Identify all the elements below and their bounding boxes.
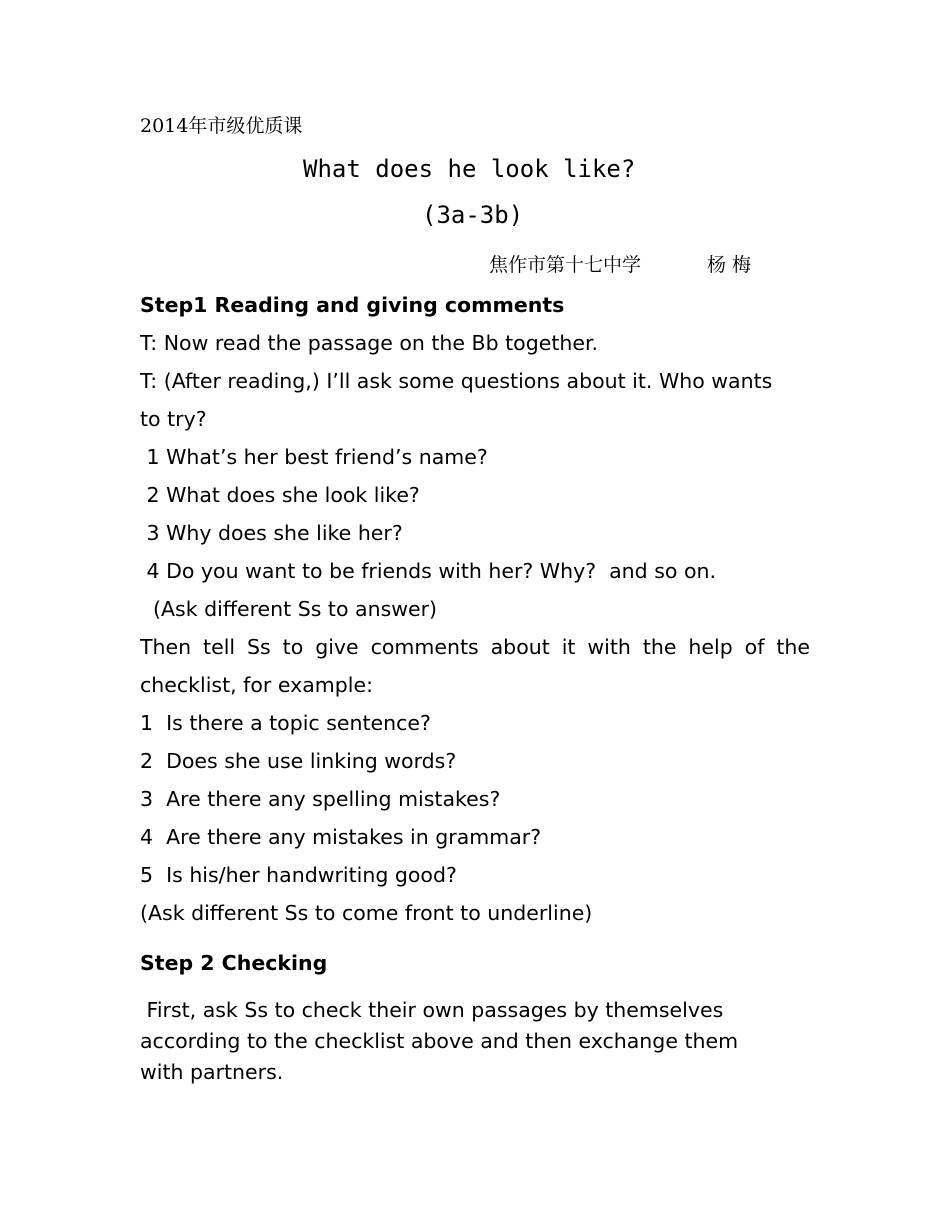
checklist-item: 1 Is there a topic sentence? xyxy=(140,711,431,735)
checklist-item: 5 Is his/her handwriting good? xyxy=(140,863,457,887)
step2-heading: Step 2 Checking xyxy=(140,951,328,975)
course-label: 2014年市级优质课 xyxy=(140,115,303,137)
teacher-name: 杨 梅 xyxy=(707,254,752,276)
checklist-item: 2 Does she use linking words? xyxy=(140,749,457,773)
question-item: 1 What’s her best friend’s name? xyxy=(140,445,488,469)
comment-instruction: Then tell Ss to give comments about it with the help of the xyxy=(140,635,810,659)
checklist-item: 4 Are there any mistakes in grammar? xyxy=(140,825,542,849)
step2-body-line: with partners. xyxy=(140,1060,284,1084)
question-item: 3 Why does she like her? xyxy=(140,521,403,545)
step1-heading: Step1 Reading and giving comments xyxy=(140,293,565,317)
teacher-line: T: (After reading,) I’ll ask some questions about it. Who wants xyxy=(140,369,773,393)
lesson-title: What does he look like? xyxy=(303,155,636,183)
teacher-line: T: Now read the passage on the Bb together. xyxy=(140,331,599,355)
step2-body-line: according to the checklist above and then exchange them xyxy=(140,1029,739,1053)
step2-body-line: First, ask Ss to check their own passages by themselves xyxy=(140,998,724,1022)
underline-note: (Ask different Ss to come front to underline) xyxy=(140,901,593,925)
checklist-item: 3 Are there any spelling mistakes? xyxy=(140,787,501,811)
question-item: 4 Do you want to be friends with her? Why? and so on. xyxy=(140,559,716,583)
lesson-subtitle: (3a-3b) xyxy=(422,201,524,229)
school-name: 焦作市第十七中学 xyxy=(489,254,642,276)
question-item: 2 What does she look like? xyxy=(140,483,420,507)
ask-note: (Ask different Ss to answer) xyxy=(140,597,438,621)
teacher-line-continued: to try? xyxy=(140,407,207,431)
comment-instruction-continued: checklist, for example: xyxy=(140,673,374,697)
